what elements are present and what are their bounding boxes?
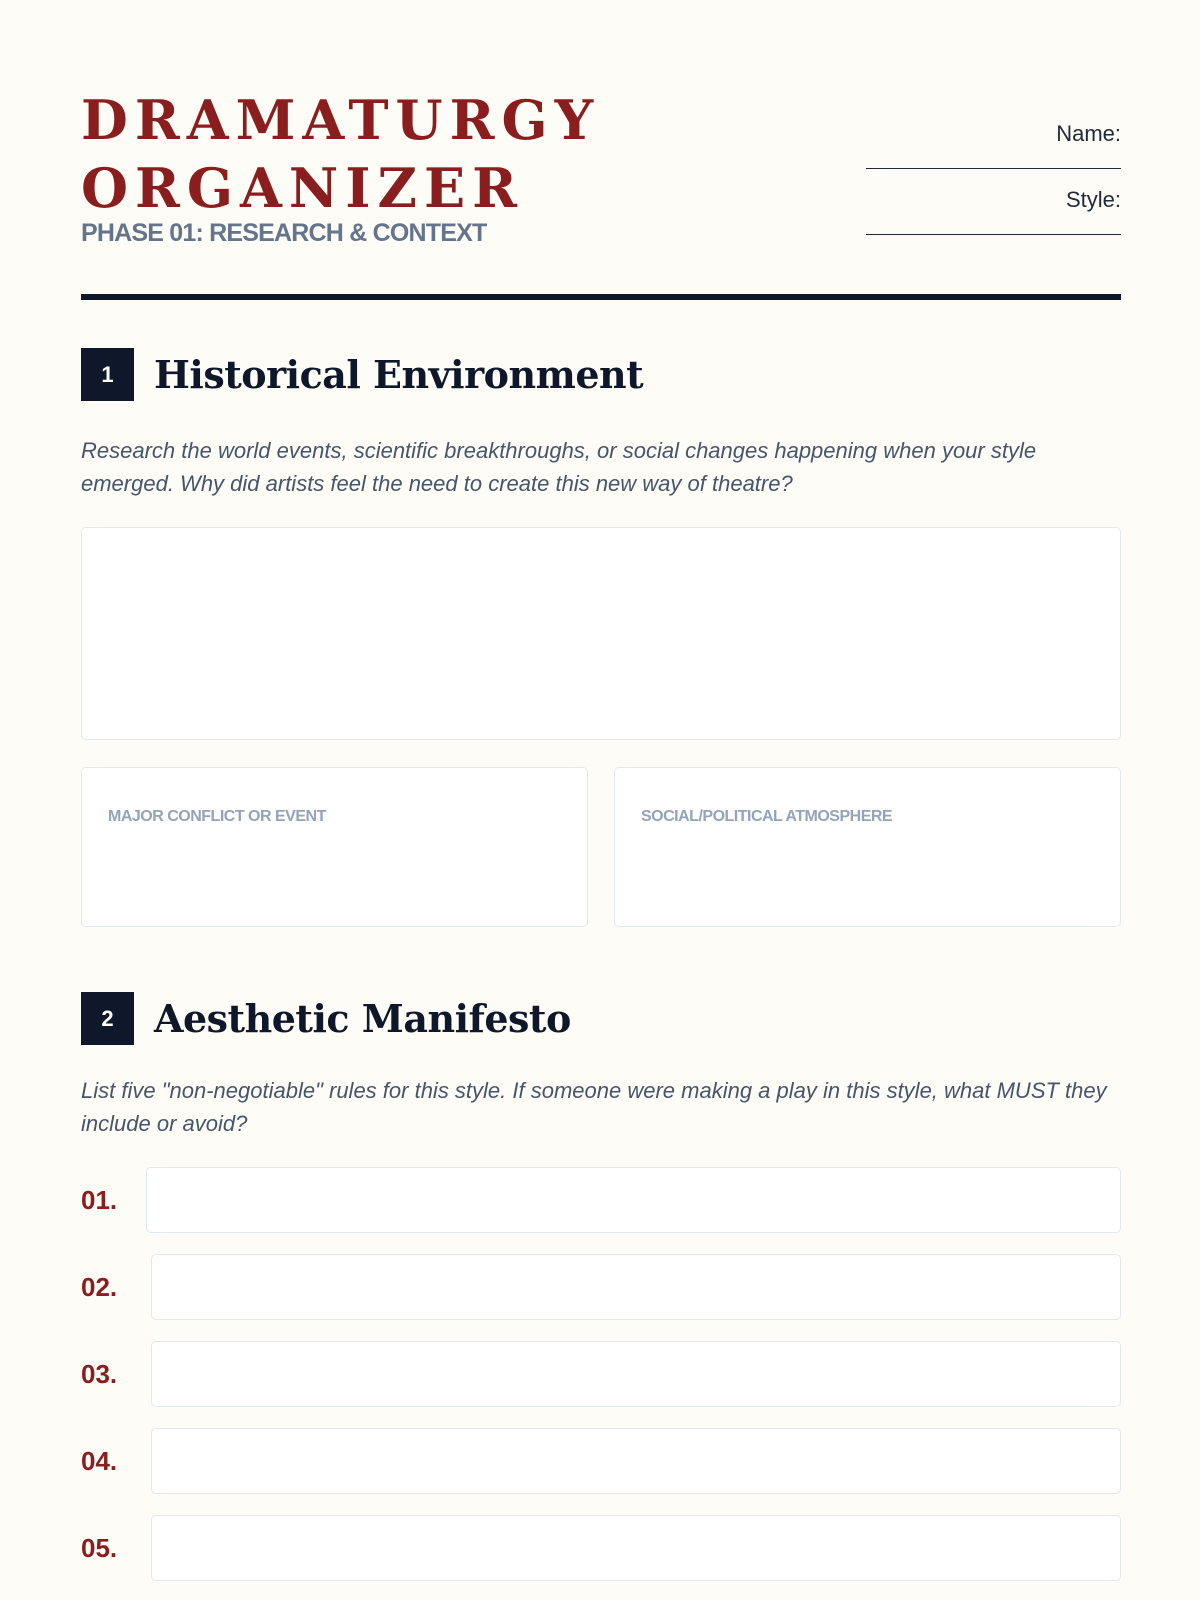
section-1-heading bbox=[81, 348, 1121, 402]
rule-input[interactable] bbox=[151, 1515, 1121, 1581]
section-1-instructions: Research the world events, scientific breakthroughs, or social changes happening when your style emerged. Why did artists feel the need to create this new way of theatre? bbox=[81, 438, 1037, 496]
rule-input[interactable] bbox=[151, 1428, 1121, 1494]
page-subtitle: PHASE 01: RESEARCH & CONTEXT bbox=[81, 219, 487, 247]
name-field[interactable] bbox=[861, 120, 1121, 186]
rule-number: 02. bbox=[81, 1272, 118, 1302]
rule-input[interactable] bbox=[151, 1341, 1121, 1407]
section-number-badge: 2 bbox=[81, 992, 134, 1045]
worksheet-page bbox=[81, 0, 1121, 1600]
page-title-line-1: DRAMATURGY bbox=[81, 88, 601, 152]
section-2-instructions: List five "non-negotiable" rules for this style. If someone were making a play in this style, what MUST they include or avoid? bbox=[81, 1078, 1107, 1136]
manifesto-rule-row bbox=[81, 1515, 1121, 1581]
section-title: Aesthetic Manifesto bbox=[154, 996, 571, 1041]
rule-number: 05. bbox=[81, 1533, 118, 1563]
manifesto-rule-row bbox=[81, 1254, 1121, 1320]
rule-number: 03. bbox=[81, 1359, 118, 1389]
header-divider bbox=[81, 294, 1121, 300]
style-field[interactable] bbox=[861, 186, 1121, 252]
style-label: Style: bbox=[1065, 187, 1121, 212]
historical-notes-box[interactable] bbox=[81, 527, 1121, 740]
name-label: Name: bbox=[1056, 121, 1121, 146]
section-2-heading bbox=[81, 992, 1121, 1046]
rule-number: 04. bbox=[81, 1446, 118, 1476]
page-title bbox=[81, 86, 600, 222]
style-line[interactable] bbox=[866, 234, 1121, 235]
name-line[interactable] bbox=[866, 168, 1121, 169]
page-title-line-2: ORGANIZER bbox=[81, 156, 525, 220]
social-political-box[interactable] bbox=[614, 767, 1121, 927]
manifesto-rule-row bbox=[81, 1167, 1121, 1233]
rule-number: 01. bbox=[81, 1185, 118, 1215]
social-political-label: SOCIAL/POLITICAL ATMOSPHERE bbox=[641, 808, 893, 825]
rule-input[interactable] bbox=[151, 1254, 1121, 1320]
section-title: Historical Environment bbox=[154, 352, 644, 397]
major-conflict-box[interactable] bbox=[81, 767, 588, 927]
section-number-badge: 1 bbox=[81, 348, 134, 401]
manifesto-rule-row bbox=[81, 1428, 1121, 1494]
student-info bbox=[861, 120, 1121, 252]
worksheet-header bbox=[81, 86, 1121, 300]
major-conflict-label: MAJOR CONFLICT OR EVENT bbox=[108, 808, 326, 825]
manifesto-rule-row bbox=[81, 1341, 1121, 1407]
rule-input[interactable] bbox=[146, 1167, 1121, 1233]
